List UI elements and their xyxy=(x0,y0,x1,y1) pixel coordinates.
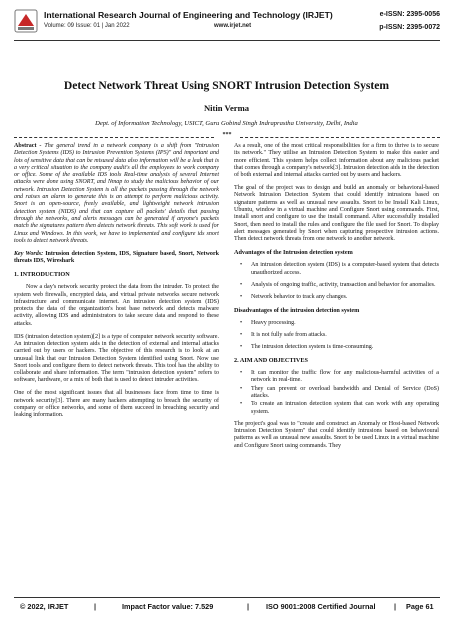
header-divider xyxy=(14,40,440,41)
list-item-text: To create an intrusion detection system that can work with any operating system. xyxy=(251,401,439,415)
paper-title: Detect Network Threat Using SNORT Intrusion Detection System xyxy=(63,79,390,92)
list-item-text: They can prevent or overload bandwidth and Denial of Service (DoS) attacks. xyxy=(251,385,439,399)
bullet-icon: • xyxy=(240,294,243,301)
list-item-text: Network behavior to track any changes. xyxy=(251,294,348,301)
paper-author: Nitin Verma xyxy=(203,103,250,113)
footer-iso: ISO 9001:2008 Certified Journal xyxy=(266,602,376,611)
abstract-label: Abstract - xyxy=(14,143,42,149)
paper-affiliation: Dept. of Information Technology, USICT, Guru Gobind Singh Indraprastha University, Delhi, India xyxy=(95,120,358,127)
right-column xyxy=(234,143,439,456)
list-item xyxy=(234,282,439,289)
list-item-text: Analysis of ongoing traffic, activity, transaction and behavior for anomalies. xyxy=(251,281,436,288)
footer-impact-factor: Impact Factor value: 7.529 xyxy=(122,602,214,611)
e-issn: e-ISSN: 2395-0056 xyxy=(379,11,440,18)
objectives-list xyxy=(234,370,439,416)
body-paragraph: The project's goal was to "create and construct an Anomaly or Host-based Network Intrusion Detection System" that could identify intrusions based on behavioural patterns as well as unusual new assaults. Snort to be used Linux in a virtual machine and Configure Snort using commands. They xyxy=(234,420,439,449)
body-paragraph: The goal of the project was to design and build an anomaly or behavioral-based Network Intrusion Detection System that could identify intrusions based on signature patterns as well as unusual new assaults. Snort to be Install Kali Linux, Ubuntu, window in a virtual machine and Configure Snort using commands. First, install snort and configure to use the install command. After successfully installed Snort, then need to install the rules and configure the file used for Snort. To display alert messages generated by Snort when capturing prospective intrusion actions. Then detect network threats from one network to another network. xyxy=(234,185,439,243)
volume-issue: Volume: 09 Issue: 01 | Jan 2022 xyxy=(44,23,130,29)
abstract-text: The general trend in a network company is a shift from "Intrusion Detection Systems (IDS) to Intrusion Prevention Systems (IPS)" and important and lots of sensitive data that can be misused data also information will be a leak that is a very critical situation to the company audit's all the employees to work company or office. Some of the available IDS tools Real-time analysis of several Internet attacks were done using SNORT, and Nmap to study the malicious behavior of our network. Intrusion Detection System is all the packets passing through the network and raises an alarm to generate this is an attempt to perform malicious activity. Snort is an open-source, freely available, and lightweight network intrusion detection system (NIDS) and that can capture all packets' details that passing through the networks, and alerts messages can be generated if anyone's packets match the signatures pattern then detects network threats. This soft work is used for Linux and Windows. In this work, we have to implemented and configure ids snort tools to detect network threats. xyxy=(14,143,219,244)
list-item xyxy=(234,370,439,385)
list-item xyxy=(234,320,439,327)
abstract xyxy=(14,143,219,245)
list-item xyxy=(234,332,439,339)
intro-paragraph: One of the most significant issues that all businesses face from time to time is network security[3]. There are many hackers attempting to breach the security of company or office networks, and some of them succeed in breaching security and leaking information. xyxy=(14,390,219,419)
list-item-text: The intrusion detection system is time-consuming. xyxy=(251,344,374,351)
keywords-text: Intrusion detection System, IDS, Signature based, Snort, Network threats IDS, Wireshark xyxy=(14,250,220,265)
bullet-icon: • xyxy=(240,401,243,408)
journal-title: International Research Journal of Engineering and Technology (IRJET) xyxy=(44,10,333,20)
journal-volume-line xyxy=(44,23,252,29)
separator-stars: *** xyxy=(222,132,232,138)
list-item xyxy=(234,294,439,301)
body-paragraph: As a result, one of the most critical responsibilities for a firm to thrive is to secure its network." They utilise an Intrusion Detection System to make this easier and more efficient. This system helps collect information about any malicious packet that comes through a company's network[3]. Intrusion detection aids in the detection of both external and internal attacks carried out by users and hackers. xyxy=(234,143,439,179)
list-item xyxy=(234,344,439,351)
introduction-heading: 1. INTRODUCTION xyxy=(14,270,70,278)
footer-divider xyxy=(14,597,440,598)
p-issn: p-ISSN: 2395-0072 xyxy=(379,24,440,31)
advantages-heading: Advantages of the Intrusion detection system xyxy=(234,249,353,257)
keywords xyxy=(14,251,219,266)
advantages-list xyxy=(234,262,439,301)
journal-website-link[interactable]: www.irjet.net xyxy=(214,23,252,29)
left-column xyxy=(14,143,219,425)
intro-paragraph: IDS (intrusion detection system)[2] is a type of computer network security software. An intrusion detection system aids in the detection of external and internal attacks carried out by users or hackers. The objective of this research is to look at an unusual link that our Intrusion Detection System identified using Snort. Now use Snort tools and configure them to detect network threats. This tool has the ability to collaborate and share information. The term "intrusion detection system" refers to software, hardware, or a mix of both that is used to detect intruder activities. xyxy=(14,333,219,384)
bullet-icon: • xyxy=(240,385,243,392)
aim-objectives-heading: 2. AIM AND OBJECTIVES xyxy=(234,356,308,364)
section-separator xyxy=(14,133,440,141)
bullet-icon: • xyxy=(240,344,243,351)
list-item-text: Heavy processing. xyxy=(251,319,296,326)
disadvantages-list xyxy=(234,320,439,352)
list-item-text: An intrusion detection system (IDS) is a computer-based system that detects unauthorized access. xyxy=(251,262,439,276)
intro-paragraph: Now a day's network security protect the data from the intruder. To protect the system web firewalls, encrypted data, and virtual private networks secure network infrastructure and communicate internet. An intrusion detection system (IDS) protects the data of the organization's host base network and detects malware activity, allowing IDS and administrators to take secure data and respond to these attacks. xyxy=(14,284,219,327)
page-number: Page 61 xyxy=(406,602,434,611)
bullet-icon: • xyxy=(240,370,243,377)
bullet-icon: • xyxy=(240,281,243,288)
footer-copyright: © 2022, IRJET xyxy=(20,602,69,611)
bullet-icon: • xyxy=(240,332,243,339)
list-item xyxy=(234,262,439,277)
journal-header xyxy=(14,8,440,40)
footer-separator: | xyxy=(394,602,397,611)
list-item xyxy=(234,401,439,416)
footer-separator: | xyxy=(247,602,250,611)
list-item xyxy=(234,386,439,401)
keywords-label: Key Words: xyxy=(14,250,44,257)
list-item-text: It is not fully safe from attacks. xyxy=(251,332,327,339)
footer-separator: | xyxy=(94,602,97,611)
disadvantages-heading: Disadvantages of the intrusion detection system xyxy=(234,306,360,314)
bullet-icon: • xyxy=(240,319,243,326)
bullet-icon: • xyxy=(240,262,243,269)
journal-logo-icon xyxy=(14,9,38,33)
list-item-text: It can monitor the traffic flow for any malicious-harmful activities of a network in real-time. xyxy=(251,370,439,384)
